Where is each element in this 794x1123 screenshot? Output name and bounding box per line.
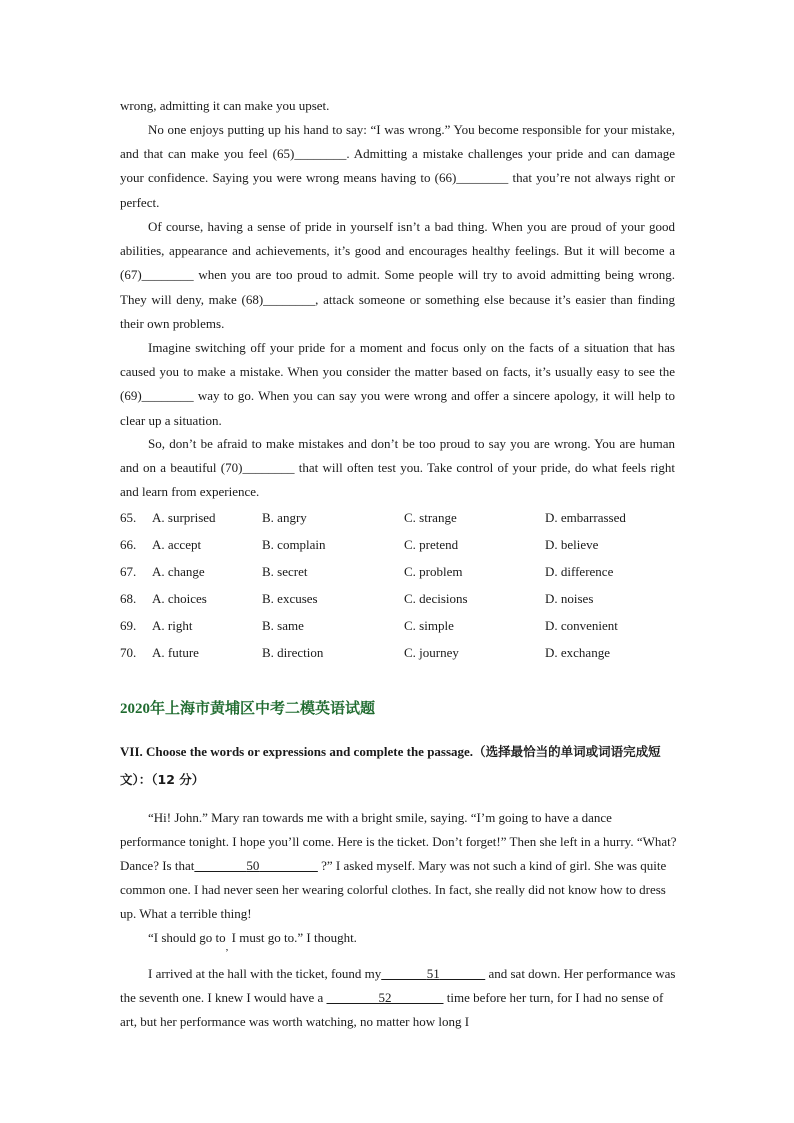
answer-options xyxy=(120,504,675,666)
passage-paragraph-1: No one enjoys putting up his hand to say: “I was wrong.” You become responsible for your mistake, and that can make you feel (65)________. Admitting a mistake challenges your pride and can damage your confidence. Saying you were wrong means having to (66)________ that you’re not always right or perfect. xyxy=(120,122,675,210)
option-c: C. simple xyxy=(404,618,454,633)
question-number: 68. xyxy=(120,591,137,606)
heading-year: 2020 xyxy=(120,701,150,717)
story-comma: , xyxy=(225,941,229,953)
section-heading xyxy=(120,697,375,718)
story-paragraph-1 xyxy=(120,806,680,926)
passage-paragraph-0: wrong, admitting it can make you upset. xyxy=(120,98,330,113)
option-a: A. choices xyxy=(152,591,207,606)
blank-52 xyxy=(327,990,444,1005)
option-a: A. accept xyxy=(152,537,202,552)
option-d: D. believe xyxy=(545,537,599,552)
option-b: B. direction xyxy=(262,645,324,660)
option-b: B. angry xyxy=(262,510,307,525)
question-number: 65. xyxy=(120,510,137,525)
option-row xyxy=(120,585,675,612)
option-a: A. surprised xyxy=(152,510,216,525)
option-a: A. right xyxy=(152,618,193,633)
option-d: D. convenient xyxy=(545,618,618,633)
story-text: I must go to.” I thought. xyxy=(231,930,357,945)
story-text: I arrived at the hall with the ticket, found my xyxy=(148,966,382,981)
question-number: 66. xyxy=(120,537,137,552)
question-number: 70. xyxy=(120,645,137,660)
option-b: B. same xyxy=(262,618,304,633)
story-text: “Hi! John.” Mary ran towards me with a bright smile, saying. “I’m going to have a dance performance tonight. I hope you’ll come. Here is the ticket. Don’t forget!” Then she left in a hurry. “What? Dance? Is that xyxy=(120,810,677,873)
option-c: C. pretend xyxy=(404,537,459,552)
instruction-chinese: （选择最恰当的单词或词语完成短文）：（12 分） xyxy=(120,744,661,787)
option-b: B. secret xyxy=(262,564,308,579)
option-row xyxy=(120,504,675,531)
instruction-english: VII. Choose the words or expressions and complete the passage. xyxy=(120,744,474,759)
option-d: D. difference xyxy=(545,564,614,579)
blank-50 xyxy=(194,858,318,873)
option-c: C. decisions xyxy=(404,591,468,606)
story-text: ?” I asked myself. Mary was not such a kind of girl. She was quite common one. I had never seen her wearing colorful clothes. In fact, she really did not know how to dress up. What a terrible thing! xyxy=(120,858,667,921)
question-number: 69. xyxy=(120,618,137,633)
option-row xyxy=(120,531,675,558)
story-paragraph-2 xyxy=(120,926,680,951)
section-instruction xyxy=(120,738,675,794)
heading-title: 年上海市黄埔区中考二模英语试题 xyxy=(150,699,376,717)
option-c: C. journey xyxy=(404,645,459,660)
option-row xyxy=(120,558,675,585)
option-d: D. embarrassed xyxy=(545,510,626,525)
option-row xyxy=(120,639,675,666)
story-text: and sat down. Her performance was the seventh one. I knew I would have a xyxy=(120,966,676,1005)
passage-paragraph-2: Of course, having a sense of pride in yourself isn’t a bad thing. When you are proud of your good abilities, appearance and achievements, it’s good and encourages healthy feelings. But it will become a (67)________ when you are too proud to admit. Some people will try to avoid admitting being wrong. They will deny, make (68)________, attack someone or something else because it’s easier than finding their own problems. xyxy=(120,219,675,331)
blank-number: 50 xyxy=(246,858,260,873)
story-text: time before her turn, for I had no sense of art, but her performance was worth watching, no matter how long I xyxy=(120,990,664,1029)
option-b: B. complain xyxy=(262,537,326,552)
option-b: B. excuses xyxy=(262,591,318,606)
option-a: A. future xyxy=(152,645,199,660)
option-c: C. strange xyxy=(404,510,457,525)
passage-paragraph-3: Imagine switching off your pride for a moment and focus only on the facts of a situation that has caused you to make a mistake. When you consider the matter based on facts, it’s usually easy to see the (69)________ way to go. When you can say you were wrong and offer a sincere apology, it will help to clear up a situation. xyxy=(120,340,675,428)
story-text: “I should go to xyxy=(148,930,226,945)
blank-number: 52 xyxy=(378,990,392,1005)
option-d: D. exchange xyxy=(545,645,610,660)
option-row xyxy=(120,612,675,639)
passage-paragraph-4: So, don’t be afraid to make mistakes and don’t be too proud to say you are wrong. You are human and on a beautiful (70)________ that will often test you. Take control of your pride, do what feels right and learn from experience. xyxy=(120,436,675,500)
blank-number: 51 xyxy=(426,966,440,981)
option-c: C. problem xyxy=(404,564,463,579)
blank-51 xyxy=(381,966,485,981)
option-a: A. change xyxy=(152,564,205,579)
option-d: D. noises xyxy=(545,591,594,606)
question-number: 67. xyxy=(120,564,137,579)
story-paragraph-3 xyxy=(120,962,680,1034)
